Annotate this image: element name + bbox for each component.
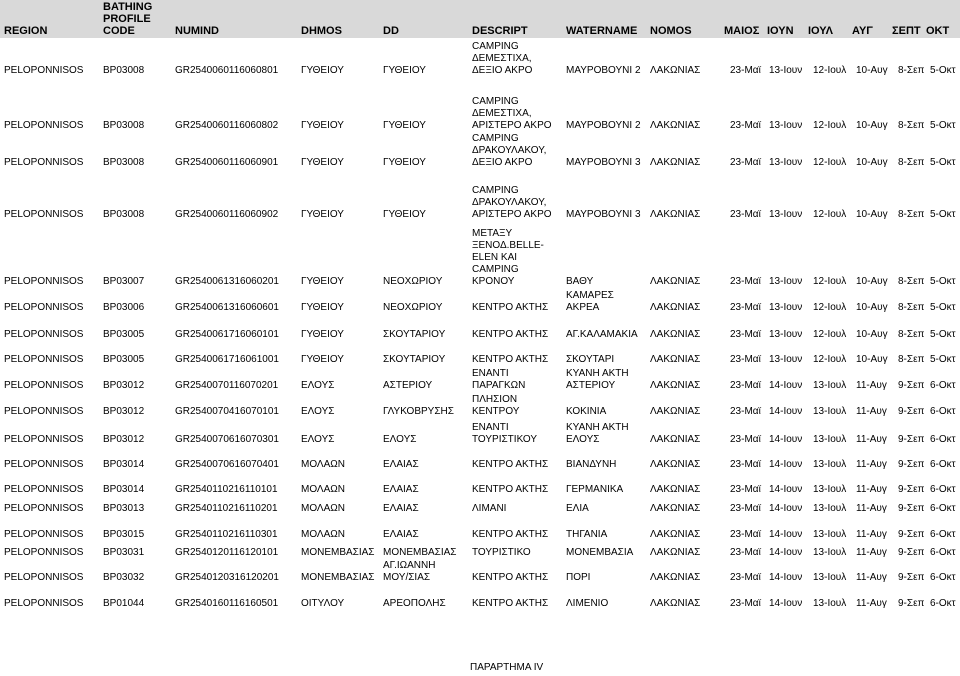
cell-ioyl: 13-Ιουλ	[813, 484, 847, 495]
cell-sept: 8-Σεπ	[898, 65, 925, 76]
cell-maios: 23-Μαϊ	[730, 484, 761, 495]
cell-dhmos: ΓΥΘΕΙΟΥ	[301, 120, 344, 131]
cell-descript-line: ΤΟΥΡΙΣΤΙΚΟΥ	[472, 434, 538, 445]
cell-dd: ΕΛΑΙΑΣ	[383, 503, 419, 514]
cell-okt: 6-Οκτ	[930, 406, 956, 417]
cell-descript-line: CAMPING	[472, 264, 519, 275]
cell-ioyl: 13-Ιουλ	[813, 459, 847, 470]
cell-region: PELOPONNISOS	[4, 354, 84, 365]
cell-maios: 23-Μαϊ	[730, 529, 761, 540]
cell-code: BP03031	[103, 547, 145, 558]
header-okt: ΟΚΤ	[926, 25, 950, 37]
cell-maios: 23-Μαϊ	[730, 65, 761, 76]
cell-descript-line: ΚΕΝΤΡΟΥ	[472, 406, 520, 417]
header-dd: DD	[383, 25, 399, 37]
cell-nomos: ΛΑΚΩΝΙΑΣ	[650, 547, 701, 558]
cell-ioyl: 13-Ιουλ	[813, 598, 847, 609]
cell-ioyn: 14-Ιουν	[769, 380, 803, 391]
cell-code: BP03008	[103, 65, 145, 76]
cell-okt: 5-Οκτ	[930, 354, 956, 365]
cell-code: BP03006	[103, 302, 145, 313]
cell-watername-line: ΑΓ.ΚΑΛΑΜΑΚΙΑ	[566, 329, 638, 340]
cell-numind: GR2540110216110301	[175, 529, 278, 540]
cell-dd: ΜΟΝΕΜΒΑΣΙΑΣ	[383, 547, 457, 558]
cell-dhmos: ΜΟΝΕΜΒΑΣΙΑΣ	[301, 547, 375, 558]
cell-sept: 9-Σεπ	[898, 572, 925, 583]
cell-nomos: ΛΑΚΩΝΙΑΣ	[650, 459, 701, 470]
cell-dhmos: ΓΥΘΕΙΟΥ	[301, 65, 344, 76]
cell-descript-line: CAMPING	[472, 133, 519, 144]
cell-dhmos: ΕΛΟΥΣ	[301, 434, 335, 445]
cell-dhmos: ΓΥΘΕΙΟΥ	[301, 157, 344, 168]
cell-descript-line: ΚΕΝΤΡΟ ΑΚΤΗΣ	[472, 572, 549, 583]
cell-region: PELOPONNISOS	[4, 406, 84, 417]
cell-okt: 6-Οκτ	[930, 380, 956, 391]
cell-okt: 6-Οκτ	[930, 503, 956, 514]
cell-ioyl: 13-Ιουλ	[813, 406, 847, 417]
cell-ayg: 10-Αυγ	[856, 209, 888, 220]
cell-ioyn: 14-Ιουν	[769, 459, 803, 470]
cell-descript-line: ΔΕΜΕΣΤΙΧΑ,	[472, 53, 532, 64]
cell-ioyl: 13-Ιουλ	[813, 503, 847, 514]
cell-ayg: 10-Αυγ	[856, 354, 888, 365]
cell-descript-line: CAMPING	[472, 96, 519, 107]
header-ioyl: ΙΟΥΛ	[808, 25, 833, 37]
cell-watername-line: ΒΑΘΥ	[566, 276, 594, 287]
cell-watername-line: ΚΥΑΝΗ ΑΚΤΗ	[566, 368, 629, 379]
cell-dhmos: ΓΥΘΕΙΟΥ	[301, 302, 344, 313]
cell-ioyl: 12-Ιουλ	[813, 157, 847, 168]
cell-descript-line: ΑΡΙΣΤΕΡΟ ΑΚΡΟ	[472, 209, 552, 220]
cell-watername-line: ΜΑΥΡΟΒΟΥΝΙ 2	[566, 65, 641, 76]
cell-nomos: ΛΑΚΩΝΙΑΣ	[650, 276, 701, 287]
cell-ioyn: 13-Ιουν	[769, 354, 803, 365]
cell-maios: 23-Μαϊ	[730, 434, 761, 445]
cell-descript-line: ΔΕΞΙΟ ΑΚΡΟ	[472, 65, 533, 76]
cell-okt: 5-Οκτ	[930, 157, 956, 168]
cell-sept: 8-Σεπ	[898, 157, 925, 168]
cell-watername-line: ΜΑΥΡΟΒΟΥΝΙ 3	[566, 157, 641, 168]
cell-dd: ΓΥΘΕΙΟΥ	[383, 209, 426, 220]
cell-descript-line: ΑΡΙΣΤΕΡΟ ΑΚΡΟ	[472, 120, 552, 131]
cell-sept: 8-Σεπ	[898, 354, 925, 365]
cell-maios: 23-Μαϊ	[730, 503, 761, 514]
cell-code: BP03007	[103, 276, 145, 287]
header-ayg: ΑΥΓ	[852, 25, 873, 37]
cell-descript-line: ΚΕΝΤΡΟ ΑΚΤΗΣ	[472, 459, 549, 470]
cell-numind: GR2540070116070201	[175, 380, 279, 391]
cell-numind: GR2540061716061001	[175, 354, 279, 365]
cell-code: BP03012	[103, 434, 145, 445]
cell-numind: GR2540060116060901	[175, 157, 279, 168]
cell-descript-line: CAMPING	[472, 41, 519, 52]
cell-region: PELOPONNISOS	[4, 120, 84, 131]
cell-nomos: ΛΑΚΩΝΙΑΣ	[650, 157, 701, 168]
header-sept: ΣΕΠΤ	[892, 25, 921, 37]
cell-dd: ΕΛΑΙΑΣ	[383, 484, 419, 495]
cell-code: BP03008	[103, 157, 145, 168]
cell-ioyn: 13-Ιουν	[769, 276, 803, 287]
cell-okt: 6-Οκτ	[930, 459, 956, 470]
cell-dd: ΓΥΘΕΙΟΥ	[383, 157, 426, 168]
page-footer: ΠΑΡΑΡΤΗΜΑ IV	[470, 662, 544, 673]
cell-ioyl: 12-Ιουλ	[813, 209, 847, 220]
cell-ayg: 10-Αυγ	[856, 157, 888, 168]
cell-ioyn: 13-Ιουν	[769, 65, 803, 76]
cell-numind: GR2540160116160501	[175, 598, 279, 609]
cell-ioyl: 12-Ιουλ	[813, 276, 847, 287]
cell-watername-line: ΤΗΓΑΝΙΑ	[566, 529, 608, 540]
cell-dd: ΓΛΥΚΟΒΡΥΣΗΣ	[383, 406, 454, 417]
cell-code: BP03012	[103, 380, 145, 391]
cell-ioyn: 14-Ιουν	[769, 547, 803, 558]
cell-ioyl: 13-Ιουλ	[813, 547, 847, 558]
cell-dd: ΑΡΕΟΠΟΛΗΣ	[383, 598, 446, 609]
cell-okt: 5-Οκτ	[930, 302, 956, 313]
cell-code: BP03005	[103, 354, 145, 365]
cell-dd-line: ΑΓ.ΙΩΑΝΝΗ	[383, 560, 436, 571]
cell-nomos: ΛΑΚΩΝΙΑΣ	[650, 484, 701, 495]
cell-code: BP03014	[103, 484, 145, 495]
cell-sept: 9-Σεπ	[898, 459, 925, 470]
cell-dd: ΓΥΘΕΙΟΥ	[383, 120, 426, 131]
cell-dhmos: ΕΛΟΥΣ	[301, 406, 335, 417]
cell-sept: 8-Σεπ	[898, 276, 925, 287]
cell-descript-line: ΚΡΟΝΟΥ	[472, 276, 515, 287]
cell-okt: 6-Οκτ	[930, 547, 956, 558]
header-nomos: NOMOS	[650, 25, 692, 37]
cell-region: PELOPONNISOS	[4, 380, 84, 391]
cell-ayg: 11-Αυγ	[856, 434, 887, 445]
cell-ayg: 11-Αυγ	[856, 529, 887, 540]
cell-descript-line: ΔΡΑΚΟΥΛΑΚΟΥ,	[472, 145, 547, 156]
cell-okt: 5-Οκτ	[930, 65, 956, 76]
cell-nomos: ΛΑΚΩΝΙΑΣ	[650, 434, 701, 445]
cell-dhmos: ΓΥΘΕΙΟΥ	[301, 276, 344, 287]
cell-watername-line: ΕΛΟΥΣ	[566, 434, 600, 445]
cell-numind: GR2540120116120101	[175, 547, 279, 558]
cell-maios: 23-Μαϊ	[730, 157, 761, 168]
header-descript: DESCRIPT	[472, 25, 528, 37]
header-region: REGION	[4, 25, 48, 37]
cell-numind: GR2540061716060101	[175, 329, 279, 340]
cell-descript-line: ΕΝΑΝΤΙ	[472, 422, 509, 433]
cell-sept: 9-Σεπ	[898, 484, 925, 495]
cell-maios: 23-Μαϊ	[730, 354, 761, 365]
cell-dd-line: ΜΟΥ/ΣΙΑΣ	[383, 572, 431, 583]
cell-descript-line: ΚΕΝΤΡΟ ΑΚΤΗΣ	[472, 329, 549, 340]
cell-okt: 5-Οκτ	[930, 329, 956, 340]
cell-ayg: 10-Αυγ	[856, 329, 888, 340]
cell-code: BP01044	[103, 598, 145, 609]
cell-watername-line: ΜΟΝΕΜΒΑΣΙΑ	[566, 547, 634, 558]
cell-numind: GR2540110216110201	[175, 503, 278, 514]
cell-sept: 9-Σεπ	[898, 406, 925, 417]
cell-ioyn: 14-Ιουν	[769, 598, 803, 609]
cell-ayg: 10-Αυγ	[856, 120, 888, 131]
cell-okt: 5-Οκτ	[930, 276, 956, 287]
cell-numind: GR2540060116060802	[175, 120, 279, 131]
cell-okt: 5-Οκτ	[930, 120, 956, 131]
cell-maios: 23-Μαϊ	[730, 598, 761, 609]
cell-code: BP03015	[103, 529, 145, 540]
cell-watername	[566, 598, 608, 610]
cell-maios: 23-Μαϊ	[730, 406, 761, 417]
cell-okt: 5-Οκτ	[930, 209, 956, 220]
cell-descript-line: ΚΕΝΤΡΟ ΑΚΤΗΣ	[472, 529, 549, 540]
cell-maios: 23-Μαϊ	[730, 329, 761, 340]
cell-numind: GR2540061316060201	[175, 276, 279, 287]
cell-okt: 6-Οκτ	[930, 529, 956, 540]
cell-dhmos: ΜΟΝΕΜΒΑΣΙΑΣ	[301, 572, 375, 583]
cell-ayg: 11-Αυγ	[856, 572, 887, 583]
header-maios: ΜΑΙΟΣ	[724, 25, 760, 37]
cell-maios: 23-Μαϊ	[730, 380, 761, 391]
cell-dd: ΑΣΤΕΡΙΟΥ	[383, 380, 433, 391]
cell-ioyl: 12-Ιουλ	[813, 302, 847, 313]
cell-okt: 6-Οκτ	[930, 434, 956, 445]
table-row	[0, 530, 960, 610]
cell-descript-line: ΠΛΗΣΙΟΝ	[472, 394, 518, 405]
cell-ayg: 11-Αυγ	[856, 547, 887, 558]
cell-descript-line: ΚΕΝΤΡΟ ΑΚΤΗΣ	[472, 484, 549, 495]
cell-dhmos: ΜΟΛΑΩΝ	[301, 503, 345, 514]
cell-sept: 9-Σεπ	[898, 503, 925, 514]
cell-sept: 9-Σεπ	[898, 380, 925, 391]
cell-numind: GR2540070616070401	[175, 459, 279, 470]
cell-code: BP03012	[103, 406, 145, 417]
cell-descript-line: ΞΕΝΟΔ.BELLE-	[472, 240, 544, 251]
cell-watername-line: ΣΚΟΥΤΑΡΙ	[566, 354, 615, 365]
cell-ioyn: 13-Ιουν	[769, 302, 803, 313]
cell-okt: 6-Οκτ	[930, 484, 956, 495]
cell-maios: 23-Μαϊ	[730, 276, 761, 287]
cell-dd: ΝΕΟΧΩΡΙΟΥ	[383, 302, 443, 313]
cell-dhmos: ΓΥΘΕΙΟΥ	[301, 354, 344, 365]
cell-numind: GR2540070616070301	[175, 434, 279, 445]
cell-sept: 9-Σεπ	[898, 529, 925, 540]
cell-watername-line: ΜΑΥΡΟΒΟΥΝΙ 3	[566, 209, 641, 220]
cell-dhmos: ΓΥΘΕΙΟΥ	[301, 209, 344, 220]
cell-numind: GR2540120316120201	[175, 572, 279, 583]
cell-okt: 6-Οκτ	[930, 572, 956, 583]
cell-region: PELOPONNISOS	[4, 572, 84, 583]
cell-nomos: ΛΑΚΩΝΙΑΣ	[650, 65, 701, 76]
cell-region: PELOPONNISOS	[4, 484, 84, 495]
cell-nomos: ΛΑΚΩΝΙΑΣ	[650, 354, 701, 365]
cell-watername-line: ΓΕΡΜΑΝΙΚΑ	[566, 484, 624, 495]
cell-ayg: 11-Αυγ	[856, 503, 887, 514]
cell-dhmos: ΟΙΤΥΛΟΥ	[301, 598, 345, 609]
cell-maios: 23-Μαϊ	[730, 209, 761, 220]
cell-numind: GR2540061316060601	[175, 302, 279, 313]
cell-nomos: ΛΑΚΩΝΙΑΣ	[650, 598, 701, 609]
cell-ioyl: 13-Ιουλ	[813, 572, 847, 583]
cell-descript-line: ELEN ΚΑΙ	[472, 252, 518, 263]
cell-dd: ΝΕΟΧΩΡΙΟΥ	[383, 276, 443, 287]
cell-code: BP03005	[103, 329, 145, 340]
cell-sept: 9-Σεπ	[898, 434, 925, 445]
cell-sept: 8-Σεπ	[898, 120, 925, 131]
cell-nomos: ΛΑΚΩΝΙΑΣ	[650, 209, 701, 220]
cell-descript	[472, 598, 548, 610]
cell-watername-line: ΒΙΑΝΔΥΝΗ	[566, 459, 617, 470]
header-code: BATHING PROFILE CODE	[103, 1, 153, 37]
cell-ayg: 11-Αυγ	[856, 380, 887, 391]
cell-descript-line: ΚΕΝΤΡΟ ΑΚΤΗΣ	[472, 598, 549, 609]
cell-ioyl: 12-Ιουλ	[813, 120, 847, 131]
cell-ioyl: 13-Ιουλ	[813, 529, 847, 540]
cell-descript-line: ΕΝΑΝΤΙ	[472, 368, 509, 379]
cell-ayg: 10-Αυγ	[856, 65, 888, 76]
cell-nomos: ΛΑΚΩΝΙΑΣ	[650, 120, 701, 131]
cell-region: PELOPONNISOS	[4, 157, 84, 168]
cell-ioyn: 13-Ιουν	[769, 329, 803, 340]
cell-region: PELOPONNISOS	[4, 209, 84, 220]
header-dhmos: DHMOS	[301, 25, 342, 37]
header-watername: WATERNAME	[566, 25, 638, 37]
cell-watername-line: ΑΚΡΕΑ	[566, 302, 600, 313]
cell-sept: 9-Σεπ	[898, 547, 925, 558]
cell-ioyl: 12-Ιουλ	[813, 354, 847, 365]
cell-ayg: 11-Αυγ	[856, 406, 887, 417]
cell-descript-line: ΜΕΤΑΞΥ	[472, 228, 513, 239]
cell-dd: ΕΛΑΙΑΣ	[383, 459, 419, 470]
cell-descript-line: ΛΙΜΑΝΙ	[472, 503, 507, 514]
cell-maios: 23-Μαϊ	[730, 572, 761, 583]
cell-region: PELOPONNISOS	[4, 302, 84, 313]
cell-maios: 23-Μαϊ	[730, 120, 761, 131]
cell-nomos: ΛΑΚΩΝΙΑΣ	[650, 503, 701, 514]
cell-ioyn: 14-Ιουν	[769, 484, 803, 495]
cell-dhmos: ΕΛΟΥΣ	[301, 380, 335, 391]
cell-region: PELOPONNISOS	[4, 547, 84, 558]
cell-ioyn: 14-Ιουν	[769, 434, 803, 445]
cell-descript-line: ΤΟΥΡΙΣΤΙΚΟ	[472, 547, 531, 558]
cell-ayg: 10-Αυγ	[856, 302, 888, 313]
cell-region: PELOPONNISOS	[4, 598, 84, 609]
cell-nomos: ΛΑΚΩΝΙΑΣ	[650, 380, 701, 391]
cell-dhmos: ΜΟΛΑΩΝ	[301, 459, 345, 470]
cell-descript-line: ΔΡΑΚΟΥΛΑΚΟΥ,	[472, 197, 547, 208]
cell-ioyl: 12-Ιουλ	[813, 65, 847, 76]
cell-ioyn: 14-Ιουν	[769, 503, 803, 514]
cell-watername-line: ΕΛΙΑ	[566, 503, 589, 514]
cell-nomos: ΛΑΚΩΝΙΑΣ	[650, 302, 701, 313]
cell-ioyn: 13-Ιουν	[769, 209, 803, 220]
cell-numind: GR2540110216110101	[175, 484, 278, 495]
cell-ayg: 11-Αυγ	[856, 459, 887, 470]
cell-descript-line: ΔΕΞΙΟ ΑΚΡΟ	[472, 157, 533, 168]
cell-nomos: ΛΑΚΩΝΙΑΣ	[650, 572, 701, 583]
cell-nomos: ΛΑΚΩΝΙΑΣ	[650, 529, 701, 540]
cell-ioyn: 13-Ιουν	[769, 120, 803, 131]
cell-sept: 9-Σεπ	[898, 598, 925, 609]
cell-code: BP03014	[103, 459, 145, 470]
cell-numind: GR2540070416070101	[175, 406, 279, 417]
cell-numind: GR2540060116060902	[175, 209, 279, 220]
cell-ioyl: 13-Ιουλ	[813, 380, 847, 391]
cell-watername-line: ΚΑΜΑΡΕΣ	[566, 290, 614, 301]
cell-numind: GR2540060116060801	[175, 65, 279, 76]
cell-region: PELOPONNISOS	[4, 459, 84, 470]
cell-ioyl: 12-Ιουλ	[813, 329, 847, 340]
cell-region: PELOPONNISOS	[4, 329, 84, 340]
cell-watername-line: ΚΥΑΝΗ ΑΚΤΗ	[566, 422, 629, 433]
cell-code: BP03032	[103, 572, 145, 583]
cell-region: PELOPONNISOS	[4, 503, 84, 514]
cell-maios: 23-Μαϊ	[730, 302, 761, 313]
cell-ioyn: 14-Ιουν	[769, 406, 803, 417]
cell-ayg: 10-Αυγ	[856, 276, 888, 287]
cell-dd: ΕΛΑΙΑΣ	[383, 529, 419, 540]
cell-dd: ΣΚΟΥΤΑΡΙΟΥ	[383, 329, 446, 340]
cell-region: PELOPONNISOS	[4, 65, 84, 76]
cell-descript-line: ΚΕΝΤΡΟ ΑΚΤΗΣ	[472, 302, 549, 313]
cell-dhmos: ΓΥΘΕΙΟΥ	[301, 329, 344, 340]
cell-sept: 8-Σεπ	[898, 329, 925, 340]
cell-descript-line: ΠΑΡΑΓΚΩΝ	[472, 380, 526, 391]
cell-maios: 23-Μαϊ	[730, 547, 761, 558]
cell-ioyn: 14-Ιουν	[769, 529, 803, 540]
cell-okt: 6-Οκτ	[930, 598, 956, 609]
cell-ayg: 11-Αυγ	[856, 484, 887, 495]
cell-watername-line: ΜΑΥΡΟΒΟΥΝΙ 2	[566, 120, 641, 131]
header-ioyn: ΙΟΥΝ	[767, 25, 794, 37]
cell-dd: ΣΚΟΥΤΑΡΙΟΥ	[383, 354, 446, 365]
cell-code: BP03013	[103, 503, 145, 514]
cell-watername-line: ΚΟΚΙΝΙΑ	[566, 406, 607, 417]
cell-nomos: ΛΑΚΩΝΙΑΣ	[650, 329, 701, 340]
header-numind: NUMIND	[175, 25, 219, 37]
cell-descript-line: CAMPING	[472, 185, 519, 196]
cell-dhmos: ΜΟΛΑΩΝ	[301, 529, 345, 540]
cell-ioyn: 14-Ιουν	[769, 572, 803, 583]
cell-dhmos: ΜΟΛΑΩΝ	[301, 484, 345, 495]
cell-region: PELOPONNISOS	[4, 276, 84, 287]
cell-dd: ΓΥΘΕΙΟΥ	[383, 65, 426, 76]
cell-region: PELOPONNISOS	[4, 529, 84, 540]
cell-sept: 8-Σεπ	[898, 302, 925, 313]
cell-code: BP03008	[103, 209, 145, 220]
cell-region: PELOPONNISOS	[4, 434, 84, 445]
cell-watername-line: ΠΟΡΙ	[566, 572, 591, 583]
cell-ayg: 11-Αυγ	[856, 598, 887, 609]
cell-ioyl: 13-Ιουλ	[813, 434, 847, 445]
cell-watername-line: ΛΙΜΕΝΙΟ	[566, 598, 609, 609]
cell-sept: 8-Σεπ	[898, 209, 925, 220]
cell-descript-line: ΚΕΝΤΡΟ ΑΚΤΗΣ	[472, 354, 549, 365]
cell-dd: ΕΛΟΥΣ	[383, 434, 417, 445]
cell-ioyn: 13-Ιουν	[769, 157, 803, 168]
cell-maios: 23-Μαϊ	[730, 459, 761, 470]
cell-nomos: ΛΑΚΩΝΙΑΣ	[650, 406, 701, 417]
cell-watername-line: ΑΣΤΕΡΙΟΥ	[566, 380, 616, 391]
cell-code: BP03008	[103, 120, 145, 131]
cell-descript-line: ΔΕΜΕΣΤΙΧΑ,	[472, 108, 532, 119]
